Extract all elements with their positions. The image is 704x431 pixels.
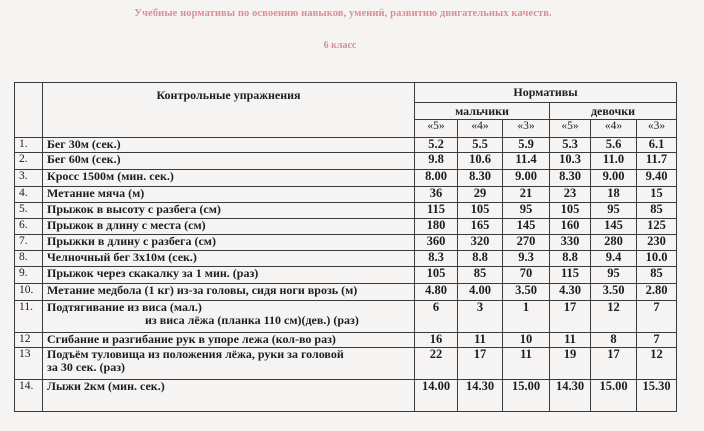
value-cell: 145: [503, 219, 550, 235]
value-cell: 15.30: [637, 380, 677, 412]
value-cell: 14.30: [550, 380, 591, 412]
value-cell: 125: [637, 219, 677, 235]
value-cell: 180: [415, 219, 458, 235]
grade-boys-4: «4»: [458, 120, 503, 138]
value-cell: 22: [415, 348, 458, 380]
table-row: [15, 333, 677, 348]
row-number: 13: [15, 348, 43, 380]
value-cell: 8.30: [458, 170, 503, 187]
grade-girls-4: «4»: [591, 120, 637, 138]
exercise-name: [43, 348, 415, 380]
row-number: 3.: [15, 170, 43, 187]
value-cell: 11: [550, 333, 591, 348]
value-cell: 8: [591, 333, 637, 348]
value-cell: 10: [503, 333, 550, 348]
row-number: 10.: [15, 284, 43, 301]
value-cell: 115: [550, 267, 591, 284]
value-cell: 6.1: [637, 138, 677, 153]
value-cell: 4.00: [458, 284, 503, 301]
value-cell: 280: [591, 235, 637, 251]
row-number: 4.: [15, 187, 43, 203]
value-cell: 14.00: [415, 380, 458, 412]
value-cell: 9.4: [591, 251, 637, 267]
row-number: 7.: [15, 235, 43, 251]
table-row: [15, 301, 677, 333]
value-cell: 70: [503, 267, 550, 284]
exercise-name: Прыжок в длину с места (см): [43, 219, 415, 235]
value-cell: 3: [458, 301, 503, 333]
value-cell: 11.4: [503, 153, 550, 170]
table-row: [15, 170, 677, 187]
exercise-name: Бег 60м (сек.): [43, 153, 415, 170]
value-cell: 5.2: [415, 138, 458, 153]
row-number: 2.: [15, 153, 43, 170]
value-cell: 8.00: [415, 170, 458, 187]
value-cell: 85: [637, 203, 677, 219]
value-cell: 330: [550, 235, 591, 251]
value-cell: 3.50: [503, 284, 550, 301]
table-row: [15, 187, 677, 203]
value-cell: 5.5: [458, 138, 503, 153]
num-header-cell: [15, 83, 43, 138]
value-cell: 270: [503, 235, 550, 251]
table-row: [15, 284, 677, 301]
exercise-name: Прыжок через скакалку за 1 мин. (раз): [43, 267, 415, 284]
value-cell: 115: [415, 203, 458, 219]
value-cell: 5.3: [550, 138, 591, 153]
value-cell: 15.00: [503, 380, 550, 412]
value-cell: 23: [550, 187, 591, 203]
value-cell: 105: [458, 203, 503, 219]
grade-boys-5: «5»: [415, 120, 458, 138]
value-cell: 6: [415, 301, 458, 333]
norms-header: Нормативы: [415, 83, 677, 103]
header-row-1: [15, 83, 677, 103]
value-cell: 7: [637, 301, 677, 333]
value-cell: 9.40: [637, 170, 677, 187]
row-number: 11.: [15, 301, 43, 333]
page-subtitle: 6 класс: [323, 40, 357, 51]
row-number: 6.: [15, 219, 43, 235]
value-cell: 9.3: [503, 251, 550, 267]
row-number: 12: [15, 333, 43, 348]
value-cell: 16: [415, 333, 458, 348]
value-cell: 12: [591, 301, 637, 333]
value-cell: 8.8: [458, 251, 503, 267]
value-cell: 95: [591, 267, 637, 284]
value-cell: 8.3: [415, 251, 458, 267]
value-cell: 19: [550, 348, 591, 380]
value-cell: 11.0: [591, 153, 637, 170]
value-cell: 5.9: [503, 138, 550, 153]
table-row: [15, 219, 677, 235]
value-cell: 5.6: [591, 138, 637, 153]
table-row: [15, 203, 677, 219]
exercises-header: Контрольные упражнения: [43, 83, 415, 138]
value-cell: 17: [591, 348, 637, 380]
grade-girls-3: «3»: [637, 120, 677, 138]
exercise-name-line1: Подъём туловища из положения лёжа, руки за головой: [47, 347, 344, 361]
value-cell: 85: [637, 267, 677, 284]
value-cell: 4.30: [550, 284, 591, 301]
value-cell: 145: [591, 219, 637, 235]
value-cell: 160: [550, 219, 591, 235]
table-row: [15, 235, 677, 251]
exercise-name-line1: Подтягивание из виса (мал.): [47, 300, 202, 314]
value-cell: 11.7: [637, 153, 677, 170]
table-row: [15, 138, 677, 153]
value-cell: 10.6: [458, 153, 503, 170]
value-cell: 3.50: [591, 284, 637, 301]
exercise-name: Прыжок в высоту с разбега (см): [43, 203, 415, 219]
row-number: 9.: [15, 267, 43, 284]
row-number: 5.: [15, 203, 43, 219]
value-cell: 4.80: [415, 284, 458, 301]
value-cell: 17: [550, 301, 591, 333]
value-cell: 17: [458, 348, 503, 380]
exercise-name: Кросс 1500м (мин. сек.): [43, 170, 415, 187]
value-cell: 2.80: [637, 284, 677, 301]
value-cell: 10.3: [550, 153, 591, 170]
value-cell: 21: [503, 187, 550, 203]
girls-header: девочки: [550, 103, 677, 120]
exercise-name: Метание медбола (1 кг) из-за головы, сидя ноги врозь (м): [43, 284, 415, 301]
value-cell: 10.0: [637, 251, 677, 267]
row-number: 14.: [15, 380, 43, 412]
table-row: [15, 380, 677, 412]
row-number: 1.: [15, 138, 43, 153]
grade-boys-3: «3»: [503, 120, 550, 138]
table-row: [15, 153, 677, 170]
value-cell: 8.30: [550, 170, 591, 187]
value-cell: 9.8: [415, 153, 458, 170]
value-cell: 36: [415, 187, 458, 203]
boys-header: мальчики: [415, 103, 550, 120]
value-cell: 15.00: [591, 380, 637, 412]
value-cell: 11: [458, 333, 503, 348]
value-cell: 12: [637, 348, 677, 380]
exercise-name: [43, 301, 415, 333]
row-number: 8.: [15, 251, 43, 267]
value-cell: 11: [503, 348, 550, 380]
value-cell: 18: [591, 187, 637, 203]
value-cell: 29: [458, 187, 503, 203]
value-cell: 8.8: [550, 251, 591, 267]
exercise-name-line2: из виса лёжа (планка 110 см)(дев.) (раз): [145, 313, 359, 327]
exercise-name: Сгибание и разгибание рук в упоре лежа (кол-во раз): [43, 333, 415, 348]
value-cell: 9.00: [503, 170, 550, 187]
page-title: Учебные нормативы по освоению навыков, умений, развитию двигательных качеств.: [134, 8, 552, 19]
value-cell: 7: [637, 333, 677, 348]
table-row: [15, 251, 677, 267]
table-row: [15, 348, 677, 380]
value-cell: 165: [458, 219, 503, 235]
value-cell: 95: [503, 203, 550, 219]
exercise-name: Бег 30м (сек.): [43, 138, 415, 153]
norms-table: [14, 82, 677, 412]
value-cell: 15: [637, 187, 677, 203]
table-row: [15, 267, 677, 284]
value-cell: 85: [458, 267, 503, 284]
exercise-name: Прыжки в длину с разбега (см): [43, 235, 415, 251]
value-cell: 320: [458, 235, 503, 251]
exercise-name: Лыжи 2км (мин. сек.): [43, 380, 415, 412]
value-cell: 105: [550, 203, 591, 219]
value-cell: 95: [591, 203, 637, 219]
value-cell: 360: [415, 235, 458, 251]
value-cell: 230: [637, 235, 677, 251]
value-cell: 1: [503, 301, 550, 333]
value-cell: 14.30: [458, 380, 503, 412]
grade-girls-5: «5»: [550, 120, 591, 138]
value-cell: 9.00: [591, 170, 637, 187]
exercise-name: Челночный бег 3х10м (сек.): [43, 251, 415, 267]
value-cell: 105: [415, 267, 458, 284]
exercise-name: Метание мяча (м): [43, 187, 415, 203]
exercise-name-line2: за 30 сек. (раз): [47, 360, 126, 374]
